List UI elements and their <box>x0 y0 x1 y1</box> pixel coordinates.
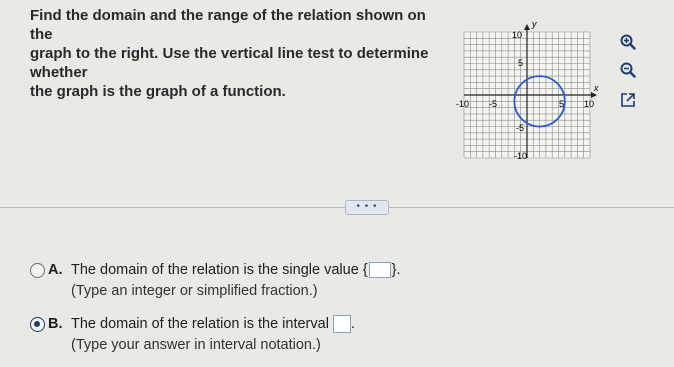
option-a-text <box>71 260 401 280</box>
option-b-statement: The domain of the relation is the interval <box>71 316 329 332</box>
tick-label-x5: 5 <box>559 99 565 109</box>
coordinate-graph <box>448 18 608 168</box>
question-text <box>30 6 440 101</box>
option-b-text <box>71 314 355 334</box>
question-line-3: the graph is the graph of a function. <box>30 83 286 100</box>
question-line-1: Find the domain and the range of the relation shown on the <box>30 7 426 43</box>
option-a-letter: A. <box>48 262 63 278</box>
tick-label-xm10: -10 <box>456 99 470 109</box>
tick-label-y5: 5 <box>518 58 524 68</box>
y-axis-arrow <box>524 24 530 30</box>
radio-option-a[interactable] <box>30 263 45 278</box>
graph-canvas <box>448 18 608 168</box>
radio-option-b[interactable] <box>30 317 45 332</box>
option-b-letter: B. <box>48 316 63 332</box>
question-line-2: graph to the right. Use the vertical line test to determine whether <box>30 45 429 81</box>
tick-label-y10: 10 <box>512 30 523 40</box>
tick-label-xm5: -5 <box>489 99 498 109</box>
external-link-icon <box>619 91 637 109</box>
option-a-period: . <box>396 262 401 278</box>
interval-input[interactable] <box>333 315 351 333</box>
zoom-in-icon <box>619 33 637 51</box>
zoom-out-icon <box>619 61 637 79</box>
zoom-out-button[interactable] <box>616 58 640 82</box>
section-divider <box>0 207 674 208</box>
tick-label-x10: 10 <box>584 99 595 109</box>
option-b-hint: (Type your answer in interval notation.) <box>71 337 321 353</box>
x-axis-label: x <box>594 83 599 93</box>
set-brace-open: { <box>362 262 368 278</box>
option-b-period: . <box>350 316 355 332</box>
tick-label-ym5: -5 <box>516 123 525 133</box>
option-a-hint: (Type an integer or simplified fraction.) <box>71 283 318 299</box>
option-a-statement: The domain of the relation is the single value <box>71 262 359 278</box>
single-value-input[interactable] <box>369 262 391 278</box>
zoom-in-button[interactable] <box>616 30 640 54</box>
set-brace-close: } <box>391 262 397 278</box>
y-axis-label: y <box>532 19 537 29</box>
open-graph-button[interactable] <box>616 88 640 112</box>
more-button[interactable]: • • • <box>345 200 389 215</box>
tick-label-ym10: -10 <box>514 151 528 161</box>
